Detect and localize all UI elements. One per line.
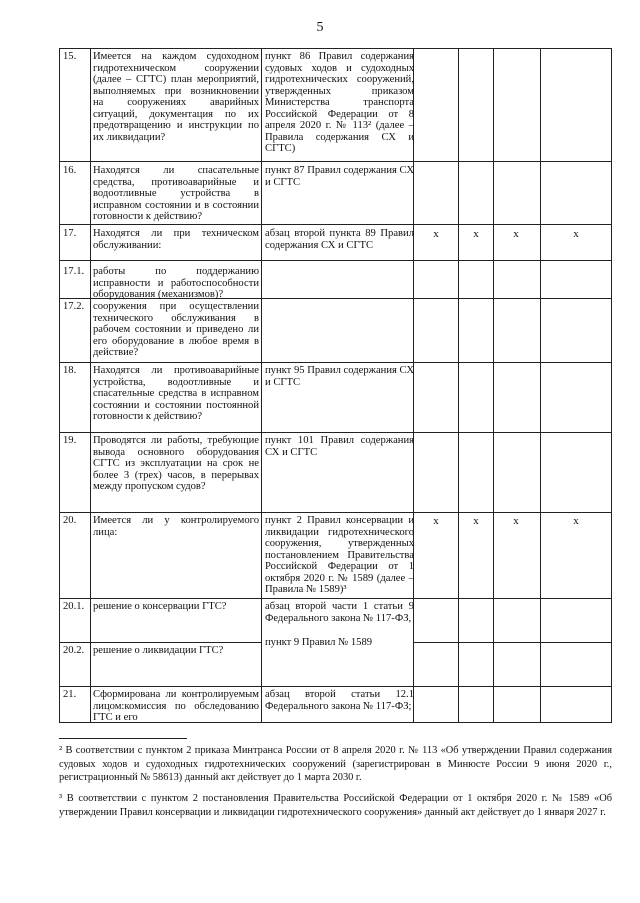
footnote-rule — [59, 738, 187, 739]
row-divider — [59, 260, 262, 261]
checklist-table — [59, 48, 612, 723]
check-mark: x — [473, 228, 479, 240]
check-mark: x — [473, 515, 479, 527]
row-number: 15. — [63, 51, 77, 62]
footnote: ³ В соответствии с пунктом 2 постановления Правительства Российской Федерации от 1 октября 2020 г. № 1589 «Об утверждении Правил консервации и ликвидации гидротехнического сооружения» данный акт действует до 1 января 2027 г. — [59, 793, 612, 818]
row-number: 21. — [63, 689, 77, 700]
check-mark: x — [433, 515, 439, 527]
check-mark: x — [513, 515, 519, 527]
row-number: 20. — [63, 515, 77, 526]
row-divider — [59, 362, 612, 363]
row-question: решение о ликвидации ГТС? — [93, 645, 224, 656]
check-mark: x — [513, 228, 519, 240]
column-divider — [493, 48, 494, 723]
row-divider — [59, 224, 612, 225]
column-divider — [458, 48, 459, 723]
row-reference: пункт 95 Правил содержания СХ и СГТС — [265, 365, 414, 388]
row-reference: абзац второй статьи 12.1 Федерального закона № 117-ФЗ; — [265, 689, 414, 712]
check-mark: x — [573, 515, 579, 527]
row-number: 16. — [63, 165, 77, 176]
row-question: Имеется на каждом судоходном гидротехническом сооружении (далее – СГТС) план мероприятий, выполняемых при возникновении на сооружениях аварийных ситуаций, документация по их предотвращению и инструкции по их ликвидации? — [93, 51, 259, 143]
row-reference: пункт 9 Правил № 1589 — [265, 637, 373, 648]
row-question: работы по поддержанию исправности и работоспособности оборудования (механизмов)? — [93, 266, 259, 300]
page-number: 5 — [316, 20, 324, 35]
row-number: 20.2. — [63, 645, 85, 656]
row-question: сооружения при осуществлении технического обслуживания в рабочем состоянии и приведено ли его оборудование в любое время в действие? — [93, 301, 259, 358]
row-question: Проводятся ли работы, требующие вывода основного оборудования СГТС из эксплуатации на срок не более 3 (трех) часов, в перерывах между пропуском судов? — [93, 435, 259, 492]
row-number: 20.1. — [63, 601, 85, 612]
row-reference: пункт 86 Правил содержания судовых ходов и судоходных гидротехнических сооружений, утвержденных приказом Министерства транспорта Российской Федерации от 8 апреля 2020 г. № 113² (далее – Правила содержания СХ и СГТС) — [265, 51, 414, 154]
row-question: Имеется ли у контролируемого лица: — [93, 515, 259, 538]
row-divider — [59, 598, 612, 599]
row-divider — [59, 512, 612, 513]
row-number: 17.1. — [63, 266, 85, 277]
row-divider — [59, 642, 262, 643]
row-question: решение о консервации ГТС? — [93, 601, 227, 612]
row-divider — [59, 686, 612, 687]
row-question: Находятся ли противоаварийные устройства, водоотливные и спасательные средства в исправном состоянии и состоянии постоянной готовности к действию? — [93, 365, 259, 422]
row-divider — [59, 432, 612, 433]
row-question: Находятся ли спасательные средства, противоаварийные и водоотливные устройства в исправном состоянии и в состоянии готовности к действию? — [93, 165, 259, 222]
column-divider — [90, 48, 91, 723]
row-reference: абзац второй пункта 89 Правил содержания СХ и СГТС — [265, 228, 414, 251]
check-mark: x — [433, 228, 439, 240]
row-question: Находятся ли при техническом обслуживании: — [93, 228, 259, 251]
row-reference: пункт 101 Правил содержания СХ и СГТС — [265, 435, 414, 458]
table-border — [611, 48, 612, 723]
row-number: 17. — [63, 228, 77, 239]
row-divider — [413, 642, 612, 643]
column-divider — [261, 48, 262, 723]
footnote: ² В соответствии с пунктом 2 приказа Минтранса России от 8 апреля 2020 г. № 113 «Об утверждении Правил содержания судовых ходов и судоходных гидротехнических сооружений (зарегистрирован в Минюсте России 9 июня 2020 г., регистрационный № 58613) данный акт действует до 1 марта 2030 г. — [59, 745, 612, 784]
row-question: Сформирована ли контролируемым лицом:комиссия по обследованию ГТС и его — [93, 689, 259, 723]
row-number: 19. — [63, 435, 77, 446]
row-reference: пункт 87 Правил содержания СХ и СГТС — [265, 165, 414, 188]
row-number: 18. — [63, 365, 77, 376]
row-divider — [59, 48, 612, 49]
check-mark: x — [573, 228, 579, 240]
row-divider — [59, 161, 612, 162]
table-border — [59, 48, 60, 723]
row-reference: пункт 2 Правил консервации и ликвидации гидротехнического сооружения, утвержденных постановлением Правительства Российской Федерации от 1 октября 2020 г. № 1589 (далее – Правила № 1589)³ — [265, 515, 414, 595]
row-number: 17.2. — [63, 301, 85, 312]
row-reference: абзац второй части 1 статьи 9 Федерального закона № 117-ФЗ, — [265, 601, 414, 624]
column-divider — [540, 48, 541, 723]
